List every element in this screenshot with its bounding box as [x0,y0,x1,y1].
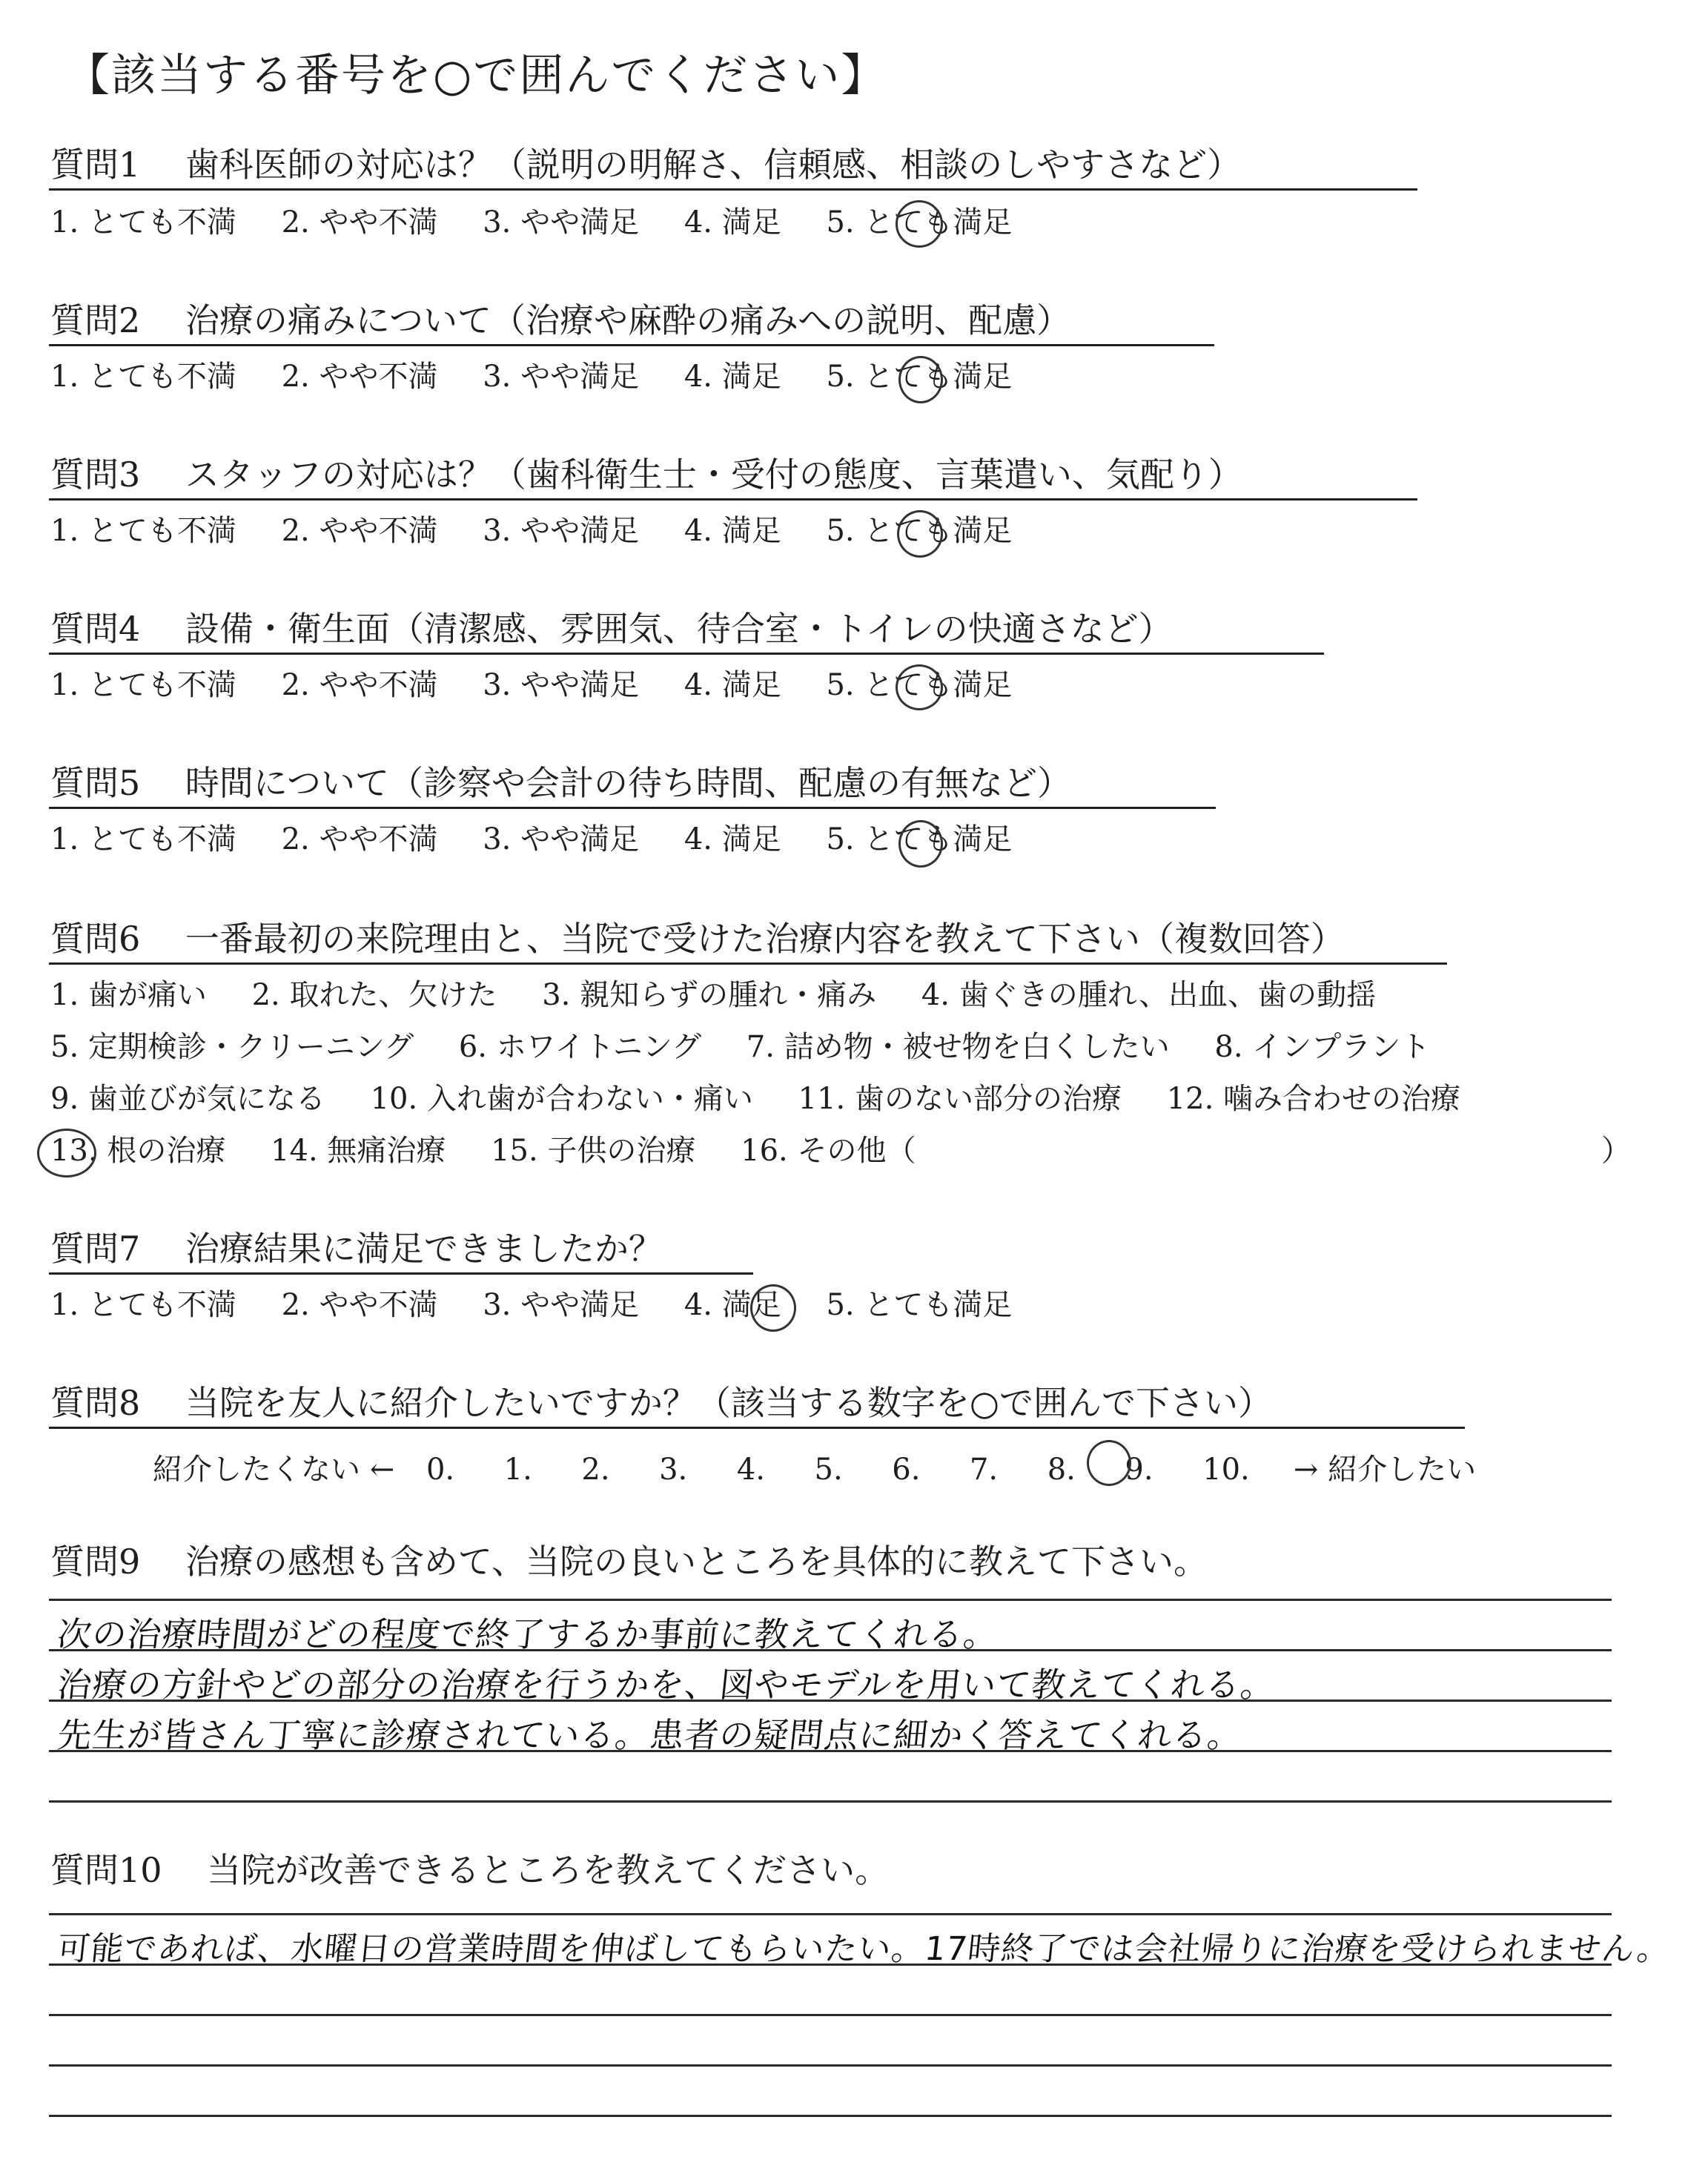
handwritten-answer: 可能であれば、水曜日の営業時間を伸ばしてもらいたい。17時終了では会社帰りに治療を受けられません。 [55,1930,1672,1968]
question-6 [50,919,1345,959]
option-1[interactable]: 1. とても不満 [50,668,236,702]
option-3[interactable]: 3. やや満足 [483,668,640,702]
option-3[interactable]: 3. やや満足 [483,514,640,548]
selection-circle [1087,1440,1131,1486]
scale-number[interactable]: 1. [503,1453,532,1487]
question-underline [49,962,1447,965]
scale-number[interactable]: 8. [1047,1453,1076,1487]
question-text: 治療の感想も含めて、当院の良いところを具体的に教えて下さい。 [185,1542,1208,1582]
option-5[interactable]: 5. とても満足 [826,205,1013,240]
question-2 [50,301,1070,340]
treatment-option[interactable]: 11. 歯のない部分の治療 [798,1082,1122,1116]
question-label: 質問3 [50,455,141,495]
treatment-option[interactable]: 10. 入れ歯が合わない・痛い [370,1082,753,1116]
treatment-option[interactable]: 9. 歯並びが気になる [50,1082,325,1116]
question-label: 質問2 [50,300,141,340]
treatment-option[interactable]: 12. 噛み合わせの治療 [1166,1082,1461,1116]
option-1[interactable]: 1. とても不満 [50,822,236,856]
question-underline [49,653,1324,655]
scale-number[interactable]: 0. [426,1453,455,1487]
selection-circle [896,200,943,248]
question-label: 質問5 [50,763,141,803]
treatment-other-option[interactable]: 16. その他（ [741,1134,916,1168]
selection-circle [37,1129,96,1178]
option-2[interactable]: 2. やや不満 [281,668,438,702]
treatment-option[interactable]: 3. 親知らずの腫れ・痛み [542,978,877,1012]
selection-circle [897,510,943,558]
question-label: 質問4 [50,609,141,649]
answer-line [49,2115,1612,2117]
question-underline [49,188,1417,191]
question-8 [50,1384,1272,1423]
question-text: 治療の痛みについて（治療や麻酔の痛みへの説明、配慮） [185,300,1071,340]
option-1[interactable]: 1. とても不満 [50,514,236,548]
question-9 [50,1542,1208,1582]
question-text: 当院が改善できるところを教えてください。 [207,1850,890,1890]
option-2[interactable]: 2. やや不満 [281,514,438,548]
option-4[interactable]: 4. 満足 [683,514,781,548]
option-2[interactable]: 2. やや不満 [281,360,438,394]
scale-number[interactable]: 4. [736,1453,765,1487]
option-3[interactable]: 3. やや満足 [483,822,640,856]
selection-circle [896,664,943,710]
option-2[interactable]: 2. やや不満 [281,822,438,856]
answer-line [49,1599,1612,1601]
option-5[interactable]: 5. とても満足 [826,514,1013,548]
question-label: 質問1 [50,145,141,185]
option-4[interactable]: 4. 満足 [683,822,781,856]
question-3 [50,455,1242,495]
treatment-option[interactable]: 8. インプラント [1214,1030,1431,1064]
option-5[interactable]: 5. とても満足 [826,668,1013,702]
treatment-option[interactable]: 15. 子供の治療 [491,1134,696,1168]
question-1 [50,145,1241,185]
option-2[interactable]: 2. やや不満 [281,205,438,240]
treatment-row-2 [50,1032,1466,1062]
option-4[interactable]: 4. 満足 [683,360,781,394]
handwritten-answer: 次の治療時間がどの程度で終了するか事前に教えてくれる。 [55,1614,1001,1654]
option-5[interactable]: 5. とても満足 [826,822,1013,856]
question-text: 時間について（診察や会計の待ち時間、配慮の有無など） [185,763,1071,803]
question-text: 当院を友人に紹介したいですか？（該当する数字を○で囲んで下さい） [185,1383,1273,1423]
option-1[interactable]: 1. とても不満 [50,1288,236,1322]
option-2[interactable]: 2. やや不満 [281,1288,438,1322]
other-close-paren: ） [1601,1134,1631,1168]
question-underline [49,344,1214,346]
scale-number[interactable]: 3. [659,1453,688,1487]
option-3[interactable]: 3. やや満足 [483,1288,640,1322]
answer-line [49,1913,1612,1915]
option-4[interactable]: 4. 満足 [683,205,781,240]
option-1[interactable]: 1. とても不満 [50,205,236,240]
handwritten-answer: 治療の方針やどの部分の治療を行うかを、図やモデルを用いて教えてくれる。 [55,1665,1278,1705]
question-label: 質問8 [50,1383,141,1423]
question-text: 歯科医師の対応は？（説明の明解さ、信頼感、相談のしやすさなど） [185,145,1242,185]
answer-line [49,2014,1612,2016]
question-label: 質問10 [50,1850,162,1890]
selection-circle [898,820,943,868]
question-label: 質問7 [50,1229,141,1269]
scale-number[interactable]: 6. [892,1453,921,1487]
question-underline [49,1427,1465,1429]
treatment-option[interactable]: 2. 取れた、欠けた [251,978,497,1012]
scale-number[interactable]: 10. [1202,1453,1250,1487]
option-4[interactable]: 4. 満足 [683,668,781,702]
question-underline [49,807,1216,809]
question-label: 質問9 [50,1542,141,1582]
question-underline [49,1272,753,1275]
question-text: スタッフの対応は？（歯科衛生士・受付の態度、言葉遣い、気配り） [185,455,1242,495]
treatment-option[interactable]: 6. ホワイトニング [458,1030,702,1064]
option-4[interactable]: 4. 満足 [683,1288,781,1322]
scale-number[interactable]: 2. [581,1453,610,1487]
option-5[interactable]: 5. とても満足 [826,1288,1013,1322]
scale-right-label: → 紹介したい [1293,1453,1477,1487]
treatment-row-4 [50,1136,951,1166]
answer-line [49,2064,1612,2067]
option-3[interactable]: 3. やや満足 [483,205,640,240]
question-text: 治療結果に満足できましたか？ [185,1229,663,1269]
scale-number[interactable]: 7. [969,1453,999,1487]
treatment-option[interactable]: 7. 詰め物・被せ物を白くしたい [746,1030,1170,1064]
treatment-row-1 [50,980,1411,1010]
treatment-option[interactable]: 4. 歯ぐきの腫れ、出血、歯の動揺 [921,978,1377,1012]
question-4 [50,610,1173,649]
treatment-option[interactable]: 1. 歯が痛い [50,978,207,1012]
selection-circle [750,1284,796,1332]
question-text: 一番最初の来院理由と、当院で受けた治療内容を教えて下さい（複数回答） [185,919,1345,959]
scale-number[interactable]: 5. [814,1453,843,1487]
rating-options-q7 [50,1290,1047,1320]
question-label: 質問6 [50,919,141,959]
treatment-option[interactable]: 5. 定期検診・クリーニング [50,1030,414,1064]
recommend-scale [153,1446,1476,1488]
question-text: 設備・衛生面（清潔感、雰囲気、待合室・トイレの快適さなど） [185,609,1173,649]
handwritten-answer: 先生が皆さん丁寧に診療されている。患者の疑問点に細かく答えてくれる。 [55,1715,1245,1755]
question-7 [50,1229,663,1269]
selection-circle [898,356,943,403]
question-10 [50,1851,889,1890]
treatment-option[interactable]: 13. 根の治療 [50,1134,226,1168]
form-header: 【該当する番号を○で囲んでください】 [65,50,887,102]
scale-number[interactable]: 9. [1125,1453,1153,1487]
scale-left-label: 紹介したくない ← [153,1453,395,1487]
option-3[interactable]: 3. やや満足 [483,360,640,394]
option-1[interactable]: 1. とても不満 [50,360,236,394]
question-5 [50,764,1071,803]
option-5[interactable]: 5. とても満足 [826,360,1013,394]
treatment-row-3 [50,1084,1496,1114]
treatment-option[interactable]: 14. 無痛治療 [271,1134,446,1168]
answer-line [49,1800,1612,1803]
question-underline [49,498,1417,501]
